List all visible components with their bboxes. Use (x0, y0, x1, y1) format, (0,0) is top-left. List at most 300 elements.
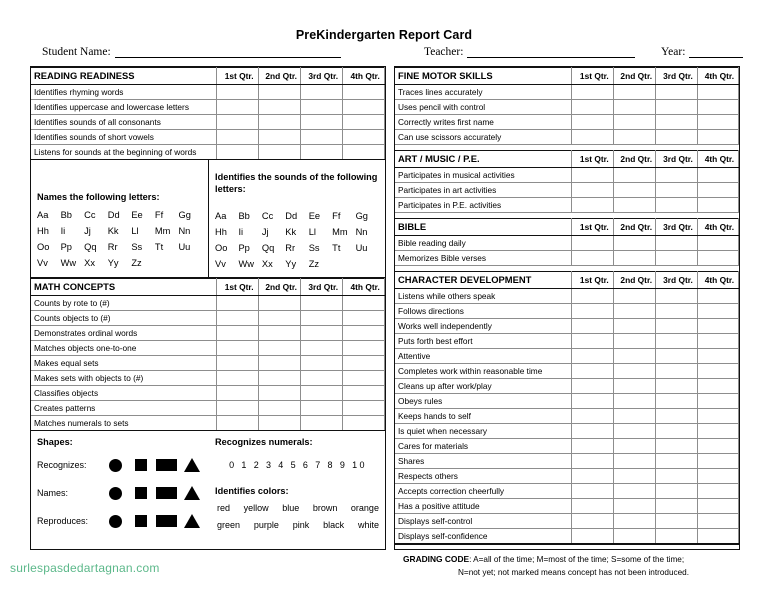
math-concepts-item-label: Counts by rote to (#) (31, 296, 217, 311)
grade-cell[interactable] (343, 416, 385, 431)
student-name-field[interactable] (42, 46, 341, 58)
grade-cell[interactable] (217, 326, 259, 341)
quarter-header-1: 1st Qtr. (572, 272, 614, 289)
grade-cell[interactable] (343, 326, 385, 341)
quarter-header-3: 3rd Qtr. (301, 279, 343, 296)
art-music-pe-item-label: Participates in musical activities (395, 168, 572, 183)
character-development-item-label: Respects others (395, 469, 572, 484)
character-development-item-label: Obeys rules (395, 394, 572, 409)
grading-code (395, 544, 739, 583)
grade-cell[interactable] (572, 100, 614, 115)
names-letters-pane (31, 160, 209, 277)
watermark: surlespasdedartagnan.com (10, 561, 160, 575)
shape-row (37, 451, 205, 479)
character-development-item-label: Accepts correction cheerfully (395, 484, 572, 499)
letter-pair: Vv (215, 259, 226, 269)
grade-cell[interactable] (259, 341, 301, 356)
grade-cell[interactable] (572, 349, 614, 364)
grade-cell[interactable] (259, 401, 301, 416)
grade-cell[interactable] (697, 394, 738, 409)
grade-cell[interactable] (697, 439, 738, 454)
bible-header-row (395, 219, 739, 236)
grade-cell[interactable] (572, 454, 614, 469)
quarter-header-4: 4th Qtr. (343, 279, 385, 296)
quarter-header-3: 3rd Qtr. (656, 68, 698, 85)
color-word: pink (292, 520, 310, 530)
grade-cell[interactable] (614, 424, 656, 439)
grade-cell[interactable] (656, 85, 698, 100)
grading-code-line-2: N=not yet; not marked means concept has not been introduced. (458, 568, 689, 577)
grade-cell[interactable] (656, 319, 698, 334)
grade-cell[interactable] (697, 349, 738, 364)
character-development-item-label: Follows directions (395, 304, 572, 319)
grade-cell[interactable] (259, 386, 301, 401)
color-word: white (357, 520, 379, 530)
grade-cell[interactable] (301, 130, 343, 145)
quarter-header-2: 2nd Qtr. (259, 279, 301, 296)
quarter-header-1: 1st Qtr. (217, 68, 259, 85)
letter-pair: Ii (238, 227, 244, 237)
colors-title: Identifies colors: (215, 486, 289, 496)
grade-cell[interactable] (656, 349, 698, 364)
grade-cell[interactable] (697, 168, 738, 183)
grade-cell[interactable] (217, 386, 259, 401)
reading-readiness-item-label: Listens for sounds at the beginning of words (31, 145, 217, 160)
grade-cell[interactable] (301, 326, 343, 341)
table-row (395, 304, 739, 319)
grade-cell[interactable] (343, 115, 385, 130)
grade-cell[interactable] (343, 341, 385, 356)
character-development-item-label: Has a positive attitude (395, 499, 572, 514)
grade-cell[interactable] (656, 529, 698, 544)
grade-cell[interactable] (656, 236, 698, 251)
grade-cell[interactable] (301, 356, 343, 371)
letter-pair: Rr (107, 242, 118, 252)
page-title: PreKindergarten Report Card (295, 28, 473, 42)
table-row (395, 130, 739, 145)
student-name-label: Student Name: (42, 46, 111, 58)
letter-pair: Mm (154, 226, 171, 236)
grade-cell[interactable] (656, 115, 698, 130)
quarter-header-4: 4th Qtr. (343, 68, 385, 85)
grade-cell[interactable] (614, 100, 656, 115)
fine-motor-skills-title: FINE MOTOR SKILLS (395, 68, 572, 85)
grade-cell[interactable] (656, 499, 698, 514)
letter-pair: Cc (261, 211, 274, 221)
fine-motor-skills-item-label: Uses pencil with control (395, 100, 572, 115)
grade-cell[interactable] (259, 296, 301, 311)
grade-cell[interactable] (697, 454, 738, 469)
character-development-item-label: Displays self-control (395, 514, 572, 529)
grade-cell[interactable] (572, 115, 614, 130)
table-row (31, 401, 385, 416)
grade-cell[interactable] (259, 356, 301, 371)
grade-cell[interactable] (614, 198, 656, 213)
teacher-rule[interactable] (467, 46, 635, 58)
grade-cell[interactable] (301, 416, 343, 431)
square-icon (135, 515, 147, 527)
letter-pair: Dd (107, 210, 120, 220)
grade-cell[interactable] (656, 334, 698, 349)
grade-cell[interactable] (697, 529, 738, 544)
grade-cell[interactable] (343, 356, 385, 371)
colors-row-1 (215, 503, 381, 513)
color-word: orange (350, 503, 379, 513)
fine-motor-skills-item-label: Can use scissors accurately (395, 130, 572, 145)
letter-pair: Gg (355, 211, 368, 221)
grade-cell[interactable] (301, 85, 343, 100)
grade-cell[interactable] (697, 499, 738, 514)
character-development-item-label: Listens while others speak (395, 289, 572, 304)
grade-cell[interactable] (217, 356, 259, 371)
grade-cell[interactable] (656, 424, 698, 439)
grade-cell[interactable] (656, 130, 698, 145)
colors-row-2 (215, 520, 381, 530)
grade-cell[interactable] (259, 371, 301, 386)
grade-cell[interactable] (656, 198, 698, 213)
circle-icon (109, 487, 122, 500)
letter-pair: Jj (84, 226, 91, 236)
grade-cell[interactable] (301, 386, 343, 401)
letter-pair: Aa (215, 211, 227, 221)
letter-pair: Oo (37, 242, 50, 252)
grade-cell[interactable] (343, 100, 385, 115)
grade-cell[interactable] (572, 304, 614, 319)
grade-cell[interactable] (614, 349, 656, 364)
letter-pair: Pp (60, 242, 72, 252)
circle-shape-slot[interactable] (103, 487, 129, 500)
grade-cell[interactable] (697, 319, 738, 334)
grade-cell[interactable] (656, 304, 698, 319)
grade-cell[interactable] (259, 115, 301, 130)
reading-readiness-table (31, 67, 385, 160)
grade-cell[interactable] (259, 85, 301, 100)
rectangle-shape-slot[interactable] (154, 459, 180, 471)
grading-code-text-1: : A=all of the time; M=most of the time; S=some of the time; (469, 555, 685, 564)
grade-cell[interactable] (217, 145, 259, 160)
grade-cell[interactable] (217, 341, 259, 356)
grade-cell[interactable] (259, 326, 301, 341)
grade-cell[interactable] (259, 100, 301, 115)
grade-cell[interactable] (656, 183, 698, 198)
grade-cell[interactable] (656, 439, 698, 454)
grade-cell[interactable] (301, 341, 343, 356)
reading-readiness-item-label: Identifies sounds of short vowels (31, 130, 217, 145)
year-rule[interactable] (689, 46, 743, 58)
grade-cell[interactable] (572, 469, 614, 484)
grade-cell[interactable] (614, 168, 656, 183)
quarter-header-1: 1st Qtr. (572, 68, 614, 85)
fine-motor-skills-item-label: Traces lines accurately (395, 85, 572, 100)
character-development-header-row (395, 272, 739, 289)
letter-pair: Zz (308, 259, 320, 269)
letter-pair: Oo (215, 243, 228, 253)
grade-cell[interactable] (614, 236, 656, 251)
triangle-shape-slot[interactable] (180, 458, 206, 472)
math-concepts-item-label: Matches objects one-to-one (31, 341, 217, 356)
grade-cell[interactable] (656, 454, 698, 469)
grade-cell[interactable] (614, 115, 656, 130)
grade-cell[interactable] (697, 198, 738, 213)
sounds-letters-grid (215, 211, 379, 269)
grade-cell[interactable] (614, 183, 656, 198)
grade-cell[interactable] (343, 311, 385, 326)
table-row (395, 183, 739, 198)
grade-cell[interactable] (697, 514, 738, 529)
grade-cell[interactable] (697, 484, 738, 499)
grade-cell[interactable] (614, 469, 656, 484)
grade-cell[interactable] (572, 168, 614, 183)
character-development-item-label: Shares (395, 454, 572, 469)
grade-cell[interactable] (697, 289, 738, 304)
grade-cell[interactable] (217, 115, 259, 130)
grade-cell[interactable] (217, 296, 259, 311)
grade-cell[interactable] (572, 130, 614, 145)
letter-pair: Hh (37, 226, 49, 236)
grade-cell[interactable] (259, 416, 301, 431)
grade-cell[interactable] (614, 304, 656, 319)
table-row (395, 168, 739, 183)
grade-cell[interactable] (301, 145, 343, 160)
grade-cell[interactable] (343, 145, 385, 160)
grade-cell[interactable] (614, 289, 656, 304)
grade-cell[interactable] (656, 100, 698, 115)
numerals-title: Recognizes numerals: (215, 437, 313, 447)
table-row (31, 311, 385, 326)
bible-item-label: Bible reading daily (395, 236, 572, 251)
grade-cell[interactable] (217, 401, 259, 416)
grade-cell[interactable] (614, 529, 656, 544)
rectangle-icon (156, 515, 177, 527)
grade-cell[interactable] (572, 183, 614, 198)
art-music-pe-header-row (395, 151, 739, 168)
table-row (395, 115, 739, 130)
shape-row (37, 479, 205, 507)
table-row (31, 386, 385, 401)
grade-cell[interactable] (697, 364, 738, 379)
letter-pair: Kk (285, 227, 297, 237)
math-concepts-item-label: Matches numerals to sets (31, 416, 217, 431)
color-word: brown (312, 503, 338, 513)
grade-cell[interactable] (217, 100, 259, 115)
grade-cell[interactable] (697, 469, 738, 484)
grade-cell[interactable] (217, 85, 259, 100)
sounds-letters-heading: Identifies the sounds of the following letters: (215, 172, 378, 194)
grade-cell[interactable] (301, 401, 343, 416)
letter-pair: Hh (215, 227, 227, 237)
math-concepts-header-row (31, 279, 385, 296)
grade-cell[interactable] (697, 236, 738, 251)
grade-cell[interactable] (614, 409, 656, 424)
grade-cell[interactable] (572, 85, 614, 100)
grade-cell[interactable] (259, 145, 301, 160)
grade-cell[interactable] (614, 251, 656, 266)
letter-pair: Jj (261, 227, 269, 237)
year-field[interactable] (661, 46, 743, 58)
header-fields (0, 46, 768, 68)
table-row (395, 439, 739, 454)
shape-row-label: Reproduces: (37, 516, 89, 526)
square-icon (135, 459, 147, 471)
grade-cell[interactable] (572, 364, 614, 379)
letter-pair: Rr (285, 243, 296, 253)
table-row (395, 409, 739, 424)
left-column (30, 66, 386, 550)
square-shape-slot[interactable] (129, 487, 155, 499)
grade-cell[interactable] (656, 289, 698, 304)
grade-cell[interactable] (259, 130, 301, 145)
shapes-title: Shapes: (37, 437, 73, 447)
grade-cell[interactable] (614, 439, 656, 454)
art-music-pe-title: ART / MUSIC / P.E. (395, 151, 572, 168)
rectangle-shape-slot[interactable] (154, 487, 180, 499)
quarter-header-1: 1st Qtr. (572, 219, 614, 236)
table-row (395, 289, 739, 304)
grade-cell[interactable] (697, 130, 738, 145)
grade-cell[interactable] (697, 424, 738, 439)
table-row (395, 469, 739, 484)
grade-cell[interactable] (614, 514, 656, 529)
grade-cell[interactable] (656, 514, 698, 529)
art-music-pe-item-label: Participates in P.E. activities (395, 198, 572, 213)
table-row (395, 100, 739, 115)
grade-cell[interactable] (572, 251, 614, 266)
triangle-shape-slot[interactable] (180, 486, 206, 500)
grade-cell[interactable] (572, 529, 614, 544)
grade-cell[interactable] (572, 439, 614, 454)
grade-cell[interactable] (614, 364, 656, 379)
grade-cell[interactable] (697, 334, 738, 349)
table-row (395, 198, 739, 213)
shape-row-label: Names: (37, 488, 69, 498)
grade-cell[interactable] (259, 311, 301, 326)
grade-cell[interactable] (572, 484, 614, 499)
square-shape-slot[interactable] (129, 459, 155, 471)
reading-readiness-item-label: Identifies sounds of all consonants (31, 115, 217, 130)
grade-cell[interactable] (697, 115, 738, 130)
grade-cell[interactable] (343, 401, 385, 416)
grade-cell[interactable] (656, 251, 698, 266)
table-row (31, 296, 385, 311)
circle-icon (109, 515, 122, 528)
grade-cell[interactable] (697, 100, 738, 115)
triangle-shape-slot[interactable] (180, 514, 206, 528)
character-development-item-label: Puts forth best effort (395, 334, 572, 349)
grade-cell[interactable] (572, 514, 614, 529)
grade-cell[interactable] (343, 386, 385, 401)
grade-cell[interactable] (343, 296, 385, 311)
grade-cell[interactable] (301, 100, 343, 115)
circle-shape-slot[interactable] (103, 515, 129, 528)
grade-cell[interactable] (656, 364, 698, 379)
grade-cell[interactable] (572, 424, 614, 439)
rectangle-shape-slot[interactable] (154, 515, 180, 527)
letter-pair: Dd (285, 211, 298, 221)
letter-pair: Mm (332, 227, 348, 237)
year-label: Year: (661, 46, 686, 58)
grade-cell[interactable] (572, 499, 614, 514)
grade-cell[interactable] (656, 394, 698, 409)
grade-cell[interactable] (301, 115, 343, 130)
grade-cell[interactable] (656, 379, 698, 394)
grade-cell[interactable] (572, 379, 614, 394)
table-row (395, 529, 739, 544)
letter-pair: Gg (178, 210, 191, 220)
teacher-field[interactable] (424, 46, 635, 58)
grade-cell[interactable] (697, 251, 738, 266)
grade-cell[interactable] (614, 394, 656, 409)
teacher-label: Teacher: (424, 46, 464, 58)
grade-cell[interactable] (572, 394, 614, 409)
letter-pair: Tt (332, 243, 341, 253)
grade-cell[interactable] (697, 379, 738, 394)
color-word: purple (253, 520, 279, 530)
table-row (31, 416, 385, 431)
grade-cell[interactable] (614, 454, 656, 469)
grade-cell[interactable] (656, 168, 698, 183)
quarter-header-3: 3rd Qtr. (656, 151, 698, 168)
grade-cell[interactable] (343, 130, 385, 145)
color-word: yellow (243, 503, 269, 513)
grade-cell[interactable] (301, 371, 343, 386)
grade-cell[interactable] (614, 334, 656, 349)
grade-cell[interactable] (572, 319, 614, 334)
grade-cell[interactable] (614, 379, 656, 394)
quarter-header-4: 4th Qtr. (697, 272, 738, 289)
grade-cell[interactable] (614, 319, 656, 334)
grade-cell[interactable] (614, 130, 656, 145)
grade-cell[interactable] (301, 311, 343, 326)
grade-cell[interactable] (697, 304, 738, 319)
letter-pair: Ww (60, 258, 77, 268)
square-shape-slot[interactable] (129, 515, 155, 527)
grade-cell[interactable] (343, 371, 385, 386)
letter-pair: Uu (178, 242, 191, 252)
grade-cell[interactable] (572, 289, 614, 304)
grade-cell[interactable] (343, 85, 385, 100)
grade-cell[interactable] (217, 416, 259, 431)
grade-cell[interactable] (572, 236, 614, 251)
letter-pair: Kk (107, 226, 119, 236)
grade-cell[interactable] (697, 183, 738, 198)
grade-cell[interactable] (656, 469, 698, 484)
grade-cell[interactable] (217, 371, 259, 386)
grade-cell[interactable] (614, 484, 656, 499)
table-row (395, 394, 739, 409)
grade-cell[interactable] (217, 311, 259, 326)
grade-cell[interactable] (697, 85, 738, 100)
grade-cell[interactable] (697, 409, 738, 424)
letter-pair: Bb (60, 210, 72, 220)
table-row (31, 326, 385, 341)
grade-cell[interactable] (614, 85, 656, 100)
grade-cell[interactable] (614, 499, 656, 514)
grade-cell[interactable] (217, 130, 259, 145)
grade-cell[interactable] (572, 198, 614, 213)
numerals-colors-pane (209, 431, 385, 539)
grade-cell[interactable] (656, 409, 698, 424)
student-name-rule[interactable] (115, 46, 341, 58)
quarter-header-4: 4th Qtr. (697, 151, 738, 168)
letter-pair: Ee (308, 211, 321, 221)
grade-cell[interactable] (656, 484, 698, 499)
grade-cell[interactable] (301, 296, 343, 311)
character-development-item-label: Is quiet when necessary (395, 424, 572, 439)
grade-cell[interactable] (572, 334, 614, 349)
circle-shape-slot[interactable] (103, 459, 129, 472)
shape-row (37, 507, 205, 535)
grade-cell[interactable] (572, 409, 614, 424)
